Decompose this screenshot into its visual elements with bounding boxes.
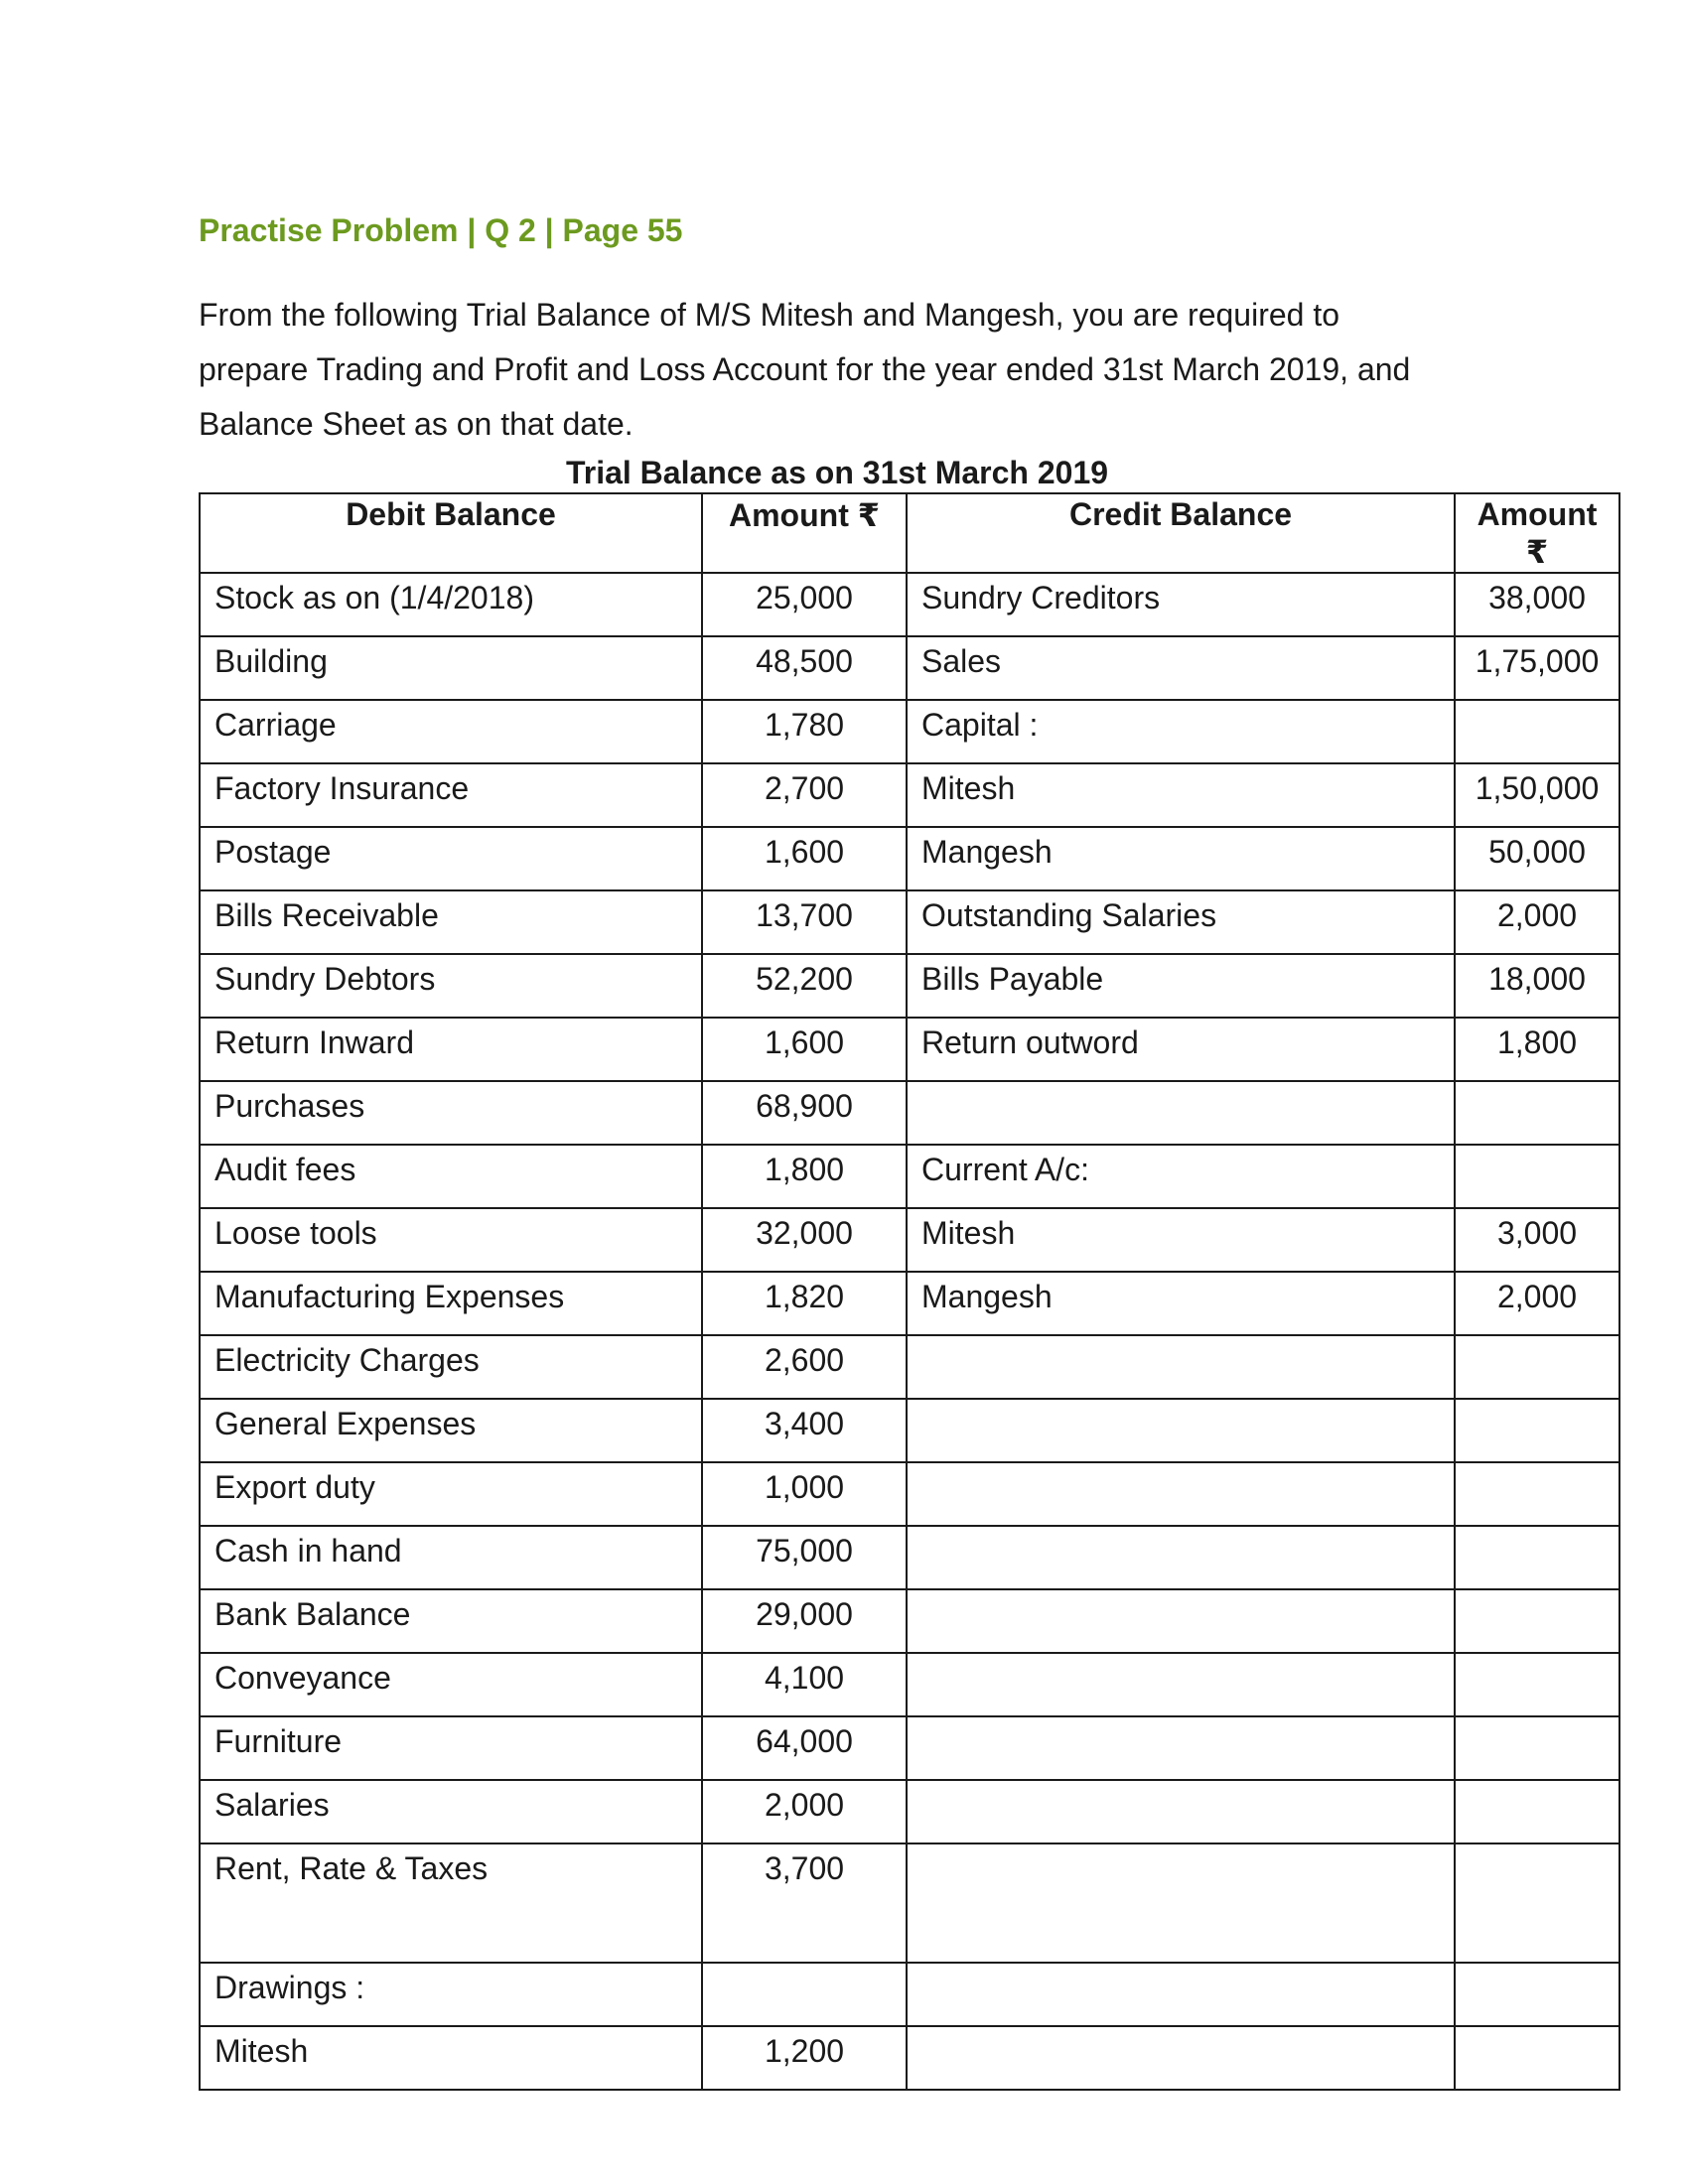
- table-row: [200, 890, 1619, 954]
- debit-balance-cell: Stock as on (1/4/2018): [200, 573, 702, 636]
- header-credit-amount-label: Amount: [1477, 496, 1598, 532]
- credit-amount-cell: 1,75,000: [1455, 636, 1619, 700]
- credit-balance-cell: Return outword: [907, 1018, 1455, 1081]
- credit-amount-cell: 1,800: [1455, 1018, 1619, 1081]
- credit-balance-cell: [907, 1335, 1455, 1399]
- table-row: [200, 1526, 1619, 1589]
- debit-balance-cell: Audit fees: [200, 1145, 702, 1208]
- debit-balance-cell: Building: [200, 636, 702, 700]
- table-row: [200, 1462, 1619, 1526]
- table-row: [200, 1843, 1619, 1963]
- debit-balance-cell: Salaries: [200, 1780, 702, 1843]
- debit-amount-cell: 3,700: [702, 1843, 907, 1963]
- table-header-row: [200, 493, 1619, 573]
- debit-amount-cell: 75,000: [702, 1526, 907, 1589]
- credit-balance-cell: Capital :: [907, 700, 1455, 763]
- debit-amount-cell: 1,000: [702, 1462, 907, 1526]
- table-row: [200, 636, 1619, 700]
- debit-amount-cell: 1,600: [702, 1018, 907, 1081]
- debit-balance-cell: Cash in hand: [200, 1526, 702, 1589]
- credit-amount-cell: [1455, 1145, 1619, 1208]
- credit-amount-cell: [1455, 1081, 1619, 1145]
- credit-balance-cell: [907, 1081, 1455, 1145]
- credit-amount-cell: [1455, 1399, 1619, 1462]
- debit-balance-cell: Factory Insurance: [200, 763, 702, 827]
- credit-amount-cell: 38,000: [1455, 573, 1619, 636]
- table-row: [200, 1653, 1619, 1716]
- table-row: [200, 1145, 1619, 1208]
- debit-balance-cell: Purchases: [200, 1081, 702, 1145]
- table-row: [200, 1272, 1619, 1335]
- debit-amount-cell: 1,780: [702, 700, 907, 763]
- credit-amount-cell: [1455, 1963, 1619, 2026]
- credit-amount-cell: 2,000: [1455, 1272, 1619, 1335]
- header-credit-balance: Credit Balance: [907, 493, 1455, 573]
- credit-amount-cell: [1455, 700, 1619, 763]
- debit-balance-cell: Electricity Charges: [200, 1335, 702, 1399]
- statement-line: prepare Trading and Profit and Loss Account for the year ended 31st March 2019, and: [199, 351, 1411, 387]
- rupee-symbol: ₹: [1525, 534, 1549, 570]
- credit-balance-cell: Mangesh: [907, 827, 1455, 890]
- table-row: [200, 1589, 1619, 1653]
- table-row: [200, 573, 1619, 636]
- problem-statement: [199, 288, 1489, 452]
- credit-balance-cell: Sales: [907, 636, 1455, 700]
- credit-balance-cell: Sundry Creditors: [907, 573, 1455, 636]
- debit-amount-cell: 13,700: [702, 890, 907, 954]
- credit-amount-cell: 2,000: [1455, 890, 1619, 954]
- credit-amount-cell: [1455, 1716, 1619, 1780]
- credit-balance-cell: [907, 1462, 1455, 1526]
- credit-amount-cell: 18,000: [1455, 954, 1619, 1018]
- table-row: [200, 1716, 1619, 1780]
- credit-amount-cell: [1455, 2026, 1619, 2090]
- debit-balance-cell: General Expenses: [200, 1399, 702, 1462]
- credit-amount-cell: [1455, 1462, 1619, 1526]
- credit-amount-cell: [1455, 1653, 1619, 1716]
- debit-balance-cell: Carriage: [200, 700, 702, 763]
- credit-amount-cell: [1455, 1589, 1619, 1653]
- credit-balance-cell: Bills Payable: [907, 954, 1455, 1018]
- debit-amount-cell: 32,000: [702, 1208, 907, 1272]
- credit-balance-cell: [907, 1399, 1455, 1462]
- debit-balance-cell: Drawings :: [200, 1963, 702, 2026]
- debit-amount-cell: 25,000: [702, 573, 907, 636]
- credit-balance-cell: [907, 1526, 1455, 1589]
- header-debit-amount: Amount ₹: [702, 493, 907, 573]
- trial-balance-table: [199, 492, 1620, 2091]
- credit-balance-cell: [907, 1716, 1455, 1780]
- debit-balance-cell: Return Inward: [200, 1018, 702, 1081]
- statement-line: From the following Trial Balance of M/S Mitesh and Mangesh, you are required to: [199, 297, 1340, 333]
- table-row: [200, 1780, 1619, 1843]
- statement-line: Balance Sheet as on that date.: [199, 406, 633, 442]
- problem-heading: Practise Problem | Q 2 | Page 55: [199, 212, 683, 248]
- debit-amount-cell: 3,400: [702, 1399, 907, 1462]
- debit-amount-cell: 4,100: [702, 1653, 907, 1716]
- header-credit-amount: [1455, 493, 1619, 573]
- debit-amount-cell: 68,900: [702, 1081, 907, 1145]
- debit-amount-cell: 1,820: [702, 1272, 907, 1335]
- debit-amount-cell: 2,700: [702, 763, 907, 827]
- debit-balance-cell: Loose tools: [200, 1208, 702, 1272]
- debit-amount-cell: 2,000: [702, 1780, 907, 1843]
- table-row: [200, 1018, 1619, 1081]
- credit-balance-cell: [907, 1843, 1455, 1963]
- credit-balance-cell: Outstanding Salaries: [907, 890, 1455, 954]
- debit-balance-cell: Mitesh: [200, 2026, 702, 2090]
- header-debit-balance: Debit Balance: [200, 493, 702, 573]
- table-body: [200, 573, 1619, 2090]
- debit-balance-cell: Manufacturing Expenses: [200, 1272, 702, 1335]
- debit-amount-cell: 1,800: [702, 1145, 907, 1208]
- credit-amount-cell: 1,50,000: [1455, 763, 1619, 827]
- table-row: [200, 763, 1619, 827]
- debit-amount-cell: 48,500: [702, 636, 907, 700]
- debit-amount-cell: 29,000: [702, 1589, 907, 1653]
- credit-balance-cell: [907, 1780, 1455, 1843]
- credit-amount-cell: 3,000: [1455, 1208, 1619, 1272]
- trial-balance-title: Trial Balance as on 31st March 2019: [565, 455, 1109, 490]
- debit-amount-cell: 64,000: [702, 1716, 907, 1780]
- credit-balance-cell: [907, 1589, 1455, 1653]
- debit-amount-cell: 1,200: [702, 2026, 907, 2090]
- table-row: [200, 700, 1619, 763]
- debit-balance-cell: Rent, Rate & Taxes: [200, 1843, 702, 1963]
- debit-amount-cell: 2,600: [702, 1335, 907, 1399]
- table-row: [200, 827, 1619, 890]
- debit-amount-cell: 1,600: [702, 827, 907, 890]
- debit-balance-cell: Bills Receivable: [200, 890, 702, 954]
- credit-amount-cell: [1455, 1843, 1619, 1963]
- table-row: [200, 1208, 1619, 1272]
- debit-balance-cell: Sundry Debtors: [200, 954, 702, 1018]
- credit-balance-cell: [907, 1653, 1455, 1716]
- credit-balance-cell: Mitesh: [907, 763, 1455, 827]
- credit-balance-cell: Mangesh: [907, 1272, 1455, 1335]
- table-row: [200, 2026, 1619, 2090]
- debit-balance-cell: Conveyance: [200, 1653, 702, 1716]
- debit-amount-cell: [702, 1963, 907, 2026]
- table-row: [200, 1081, 1619, 1145]
- credit-amount-cell: [1455, 1335, 1619, 1399]
- debit-balance-cell: Furniture: [200, 1716, 702, 1780]
- table-row: [200, 954, 1619, 1018]
- debit-amount-cell: 52,200: [702, 954, 907, 1018]
- credit-amount-cell: 50,000: [1455, 827, 1619, 890]
- debit-balance-cell: Postage: [200, 827, 702, 890]
- table-row: [200, 1963, 1619, 2026]
- credit-balance-cell: [907, 1963, 1455, 2026]
- table-row: [200, 1399, 1619, 1462]
- credit-amount-cell: [1455, 1526, 1619, 1589]
- debit-balance-cell: Bank Balance: [200, 1589, 702, 1653]
- credit-balance-cell: Current A/c:: [907, 1145, 1455, 1208]
- debit-balance-cell: Export duty: [200, 1462, 702, 1526]
- credit-balance-cell: Mitesh: [907, 1208, 1455, 1272]
- credit-balance-cell: [907, 2026, 1455, 2090]
- table-row: [200, 1335, 1619, 1399]
- credit-amount-cell: [1455, 1780, 1619, 1843]
